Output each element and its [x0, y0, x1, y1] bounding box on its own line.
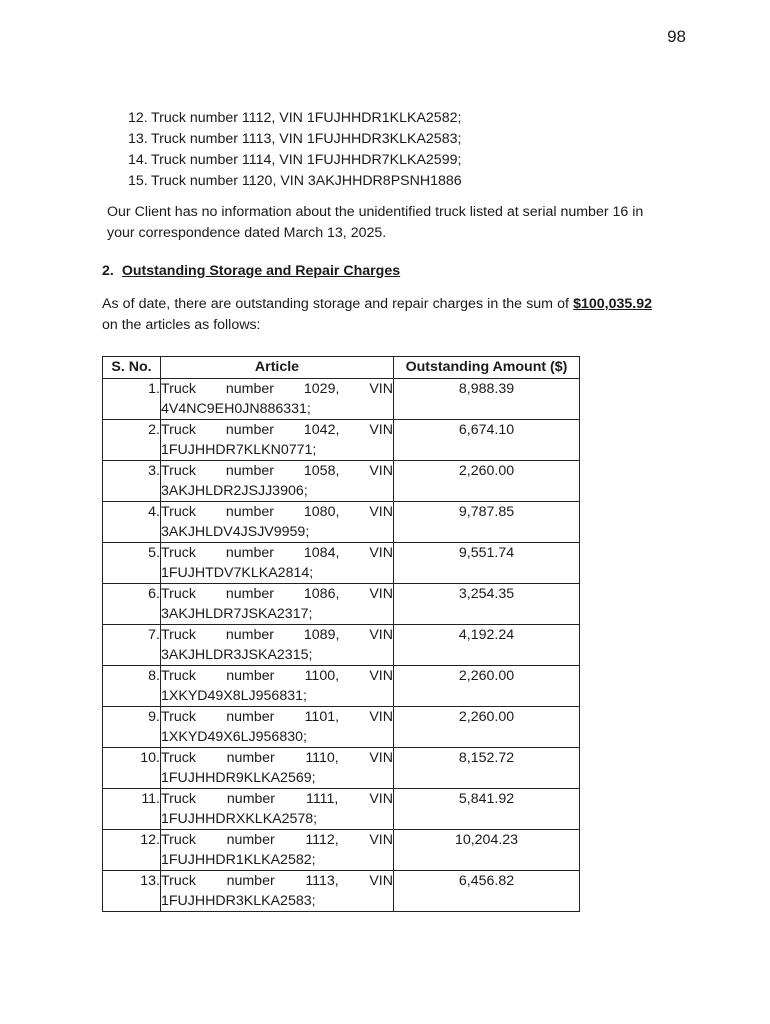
row-article	[161, 707, 394, 748]
truck-number: 1101,	[304, 709, 340, 725]
word-vin: VIN	[369, 668, 393, 684]
row-article	[161, 584, 394, 625]
list-item-number: 12.	[128, 110, 148, 126]
vin-number: 1FUJHHDR1KLKA2582;	[161, 852, 316, 868]
vin-number: 1FUJHHDR3KLKA2583;	[161, 893, 316, 909]
row-sno: 8.	[103, 666, 161, 707]
vin-number: 1FUJHHDRXKLKA2578;	[161, 811, 318, 827]
section-number: 2.	[102, 263, 114, 279]
row-amount: 8,152.72	[394, 748, 580, 789]
row-amount: 9,551.74	[394, 543, 580, 584]
word-truck: Truck	[161, 627, 196, 643]
truck-number: 1086,	[303, 586, 340, 602]
truck-number: 1042,	[303, 422, 340, 438]
list-item-number: 15.	[128, 173, 148, 189]
header-article: Article	[161, 357, 394, 379]
word-number: number	[226, 832, 275, 848]
word-vin: VIN	[369, 381, 393, 397]
header-sno: S. No.	[103, 357, 161, 379]
word-truck: Truck	[161, 791, 196, 807]
row-sno: 1.	[103, 379, 161, 420]
continued-truck-list	[128, 108, 462, 192]
word-truck: Truck	[161, 873, 196, 889]
table-row	[103, 707, 580, 748]
row-article	[161, 871, 394, 912]
word-number: number	[226, 873, 275, 889]
unidentified-truck-paragraph: Our Client has no information about the unidentified truck listed at serial number 16 in your correspondence dated March 13, 2025.	[107, 204, 644, 241]
section-title: Outstanding Storage and Repair Charges	[121, 263, 401, 279]
charges-table	[102, 356, 580, 912]
table-row	[103, 625, 580, 666]
row-article	[161, 666, 394, 707]
row-sno: 7.	[103, 625, 161, 666]
word-number: number	[226, 668, 275, 684]
row-amount: 5,841.92	[394, 789, 580, 830]
row-article	[161, 830, 394, 871]
vin-number: 3AKJHLDR3JSKA2315;	[161, 647, 313, 663]
vin-number: 1FUJHTDV7KLKA2814;	[161, 565, 314, 581]
word-vin: VIN	[369, 504, 393, 520]
row-sno: 4.	[103, 502, 161, 543]
row-sno: 12.	[103, 830, 161, 871]
table-row	[103, 379, 580, 420]
page-number: 98	[667, 27, 686, 46]
word-vin: VIN	[369, 586, 393, 602]
row-article	[161, 748, 394, 789]
word-vin: VIN	[369, 709, 393, 725]
word-truck: Truck	[161, 832, 196, 848]
row-amount: 6,674.10	[394, 420, 580, 461]
row-amount: 2,260.00	[394, 707, 580, 748]
word-truck: Truck	[161, 709, 196, 725]
word-truck: Truck	[161, 504, 196, 520]
row-sno: 5.	[103, 543, 161, 584]
row-article	[161, 789, 394, 830]
vin-number: 3AKJHLDR2JSJJ3906;	[161, 483, 308, 499]
word-truck: Truck	[161, 586, 196, 602]
word-number: number	[225, 586, 274, 602]
row-amount: 3,254.35	[394, 584, 580, 625]
table-row	[103, 543, 580, 584]
truck-number: 1112,	[305, 832, 339, 848]
list-item-number: 13.	[128, 131, 148, 147]
list-item-text: Truck number 1114, VIN 1FUJHHDR7KLKA2599;	[151, 152, 462, 168]
row-sno: 6.	[103, 584, 161, 625]
truck-number: 1080,	[303, 504, 340, 520]
charges-intro-paragraph	[102, 294, 652, 336]
list-item-text: Truck number 1113, VIN 1FUJHHDR3KLKA2583;	[151, 131, 462, 147]
vin-number: 4V4NC9EH0JN886331;	[161, 401, 311, 417]
total-amount: $100,035.92	[573, 296, 652, 312]
vin-number: 1FUJHHDR7KLKN0771;	[161, 442, 317, 458]
word-truck: Truck	[161, 545, 196, 561]
word-number: number	[225, 381, 274, 397]
row-amount: 2,260.00	[394, 461, 580, 502]
list-item-text: Truck number 1112, VIN 1FUJHHDR1KLKA2582;	[151, 110, 462, 126]
header-amount: Outstanding Amount ($)	[394, 357, 580, 379]
word-truck: Truck	[161, 668, 196, 684]
row-amount: 9,787.85	[394, 502, 580, 543]
table-row	[103, 584, 580, 625]
row-sno: 3.	[103, 461, 161, 502]
truck-number: 1100,	[304, 668, 340, 684]
vin-number: 1FUJHHDR9KLKA2569;	[161, 770, 316, 786]
word-vin: VIN	[369, 873, 393, 889]
table-body	[103, 379, 580, 912]
vin-number: 1XKYD49X8LJ956831;	[161, 688, 307, 704]
word-truck: Truck	[161, 463, 196, 479]
vin-number: 3AKJHLDR7JSKA2317;	[161, 606, 313, 622]
word-vin: VIN	[369, 750, 393, 766]
row-sno: 11.	[103, 789, 161, 830]
word-vin: VIN	[369, 627, 393, 643]
truck-number: 1110,	[305, 750, 339, 766]
word-number: number	[226, 791, 276, 807]
truck-number: 1113,	[305, 873, 339, 889]
row-amount: 6,456.82	[394, 871, 580, 912]
word-number: number	[226, 709, 275, 725]
row-amount: 10,204.23	[394, 830, 580, 871]
word-truck: Truck	[161, 422, 196, 438]
list-item-number: 14.	[128, 152, 148, 168]
table-row	[103, 502, 580, 543]
word-vin: VIN	[369, 422, 393, 438]
table-row	[103, 461, 580, 502]
row-article	[161, 420, 394, 461]
truck-number: 1084,	[303, 545, 340, 561]
intro-text: As of date, there are outstanding storage and repair charges in the sum of	[102, 296, 574, 312]
row-sno: 10.	[103, 748, 161, 789]
row-article	[161, 625, 394, 666]
word-vin: VIN	[369, 791, 393, 807]
word-number: number	[225, 545, 274, 561]
word-number: number	[225, 422, 274, 438]
word-vin: VIN	[369, 463, 393, 479]
word-number: number	[225, 463, 274, 479]
list-item	[128, 108, 462, 129]
truck-number: 1111,	[306, 791, 339, 807]
table-row	[103, 666, 580, 707]
truck-number: 1058,	[303, 463, 340, 479]
table-row	[103, 748, 580, 789]
table-row	[103, 789, 580, 830]
row-amount: 2,260.00	[394, 666, 580, 707]
row-amount: 8,988.39	[394, 379, 580, 420]
row-amount: 4,192.24	[394, 625, 580, 666]
section-heading	[102, 263, 400, 279]
truck-number: 1029,	[303, 381, 340, 397]
table-row	[103, 830, 580, 871]
list-item	[128, 150, 462, 171]
row-sno: 2.	[103, 420, 161, 461]
row-article	[161, 379, 394, 420]
list-item-text: Truck number 1120, VIN 3AKJHHDR8PSNH1886	[151, 173, 462, 189]
row-article	[161, 543, 394, 584]
row-sno: 9.	[103, 707, 161, 748]
word-truck: Truck	[161, 750, 196, 766]
truck-number: 1089,	[303, 627, 340, 643]
list-item	[128, 171, 462, 192]
vin-number: 3AKJHLDV4JSJV9959;	[161, 524, 310, 540]
vin-number: 1XKYD49X6LJ956830;	[161, 729, 307, 745]
row-sno: 13.	[103, 871, 161, 912]
table-row	[103, 871, 580, 912]
intro-text-end: on the articles as follows:	[102, 317, 261, 333]
word-vin: VIN	[369, 832, 393, 848]
word-number: number	[226, 750, 275, 766]
row-article	[161, 502, 394, 543]
table-row	[103, 420, 580, 461]
word-truck: Truck	[161, 381, 196, 397]
word-number: number	[225, 504, 274, 520]
word-vin: VIN	[369, 545, 393, 561]
row-article	[161, 461, 394, 502]
table-header-row	[103, 357, 580, 379]
list-item	[128, 129, 462, 150]
word-number: number	[225, 627, 274, 643]
